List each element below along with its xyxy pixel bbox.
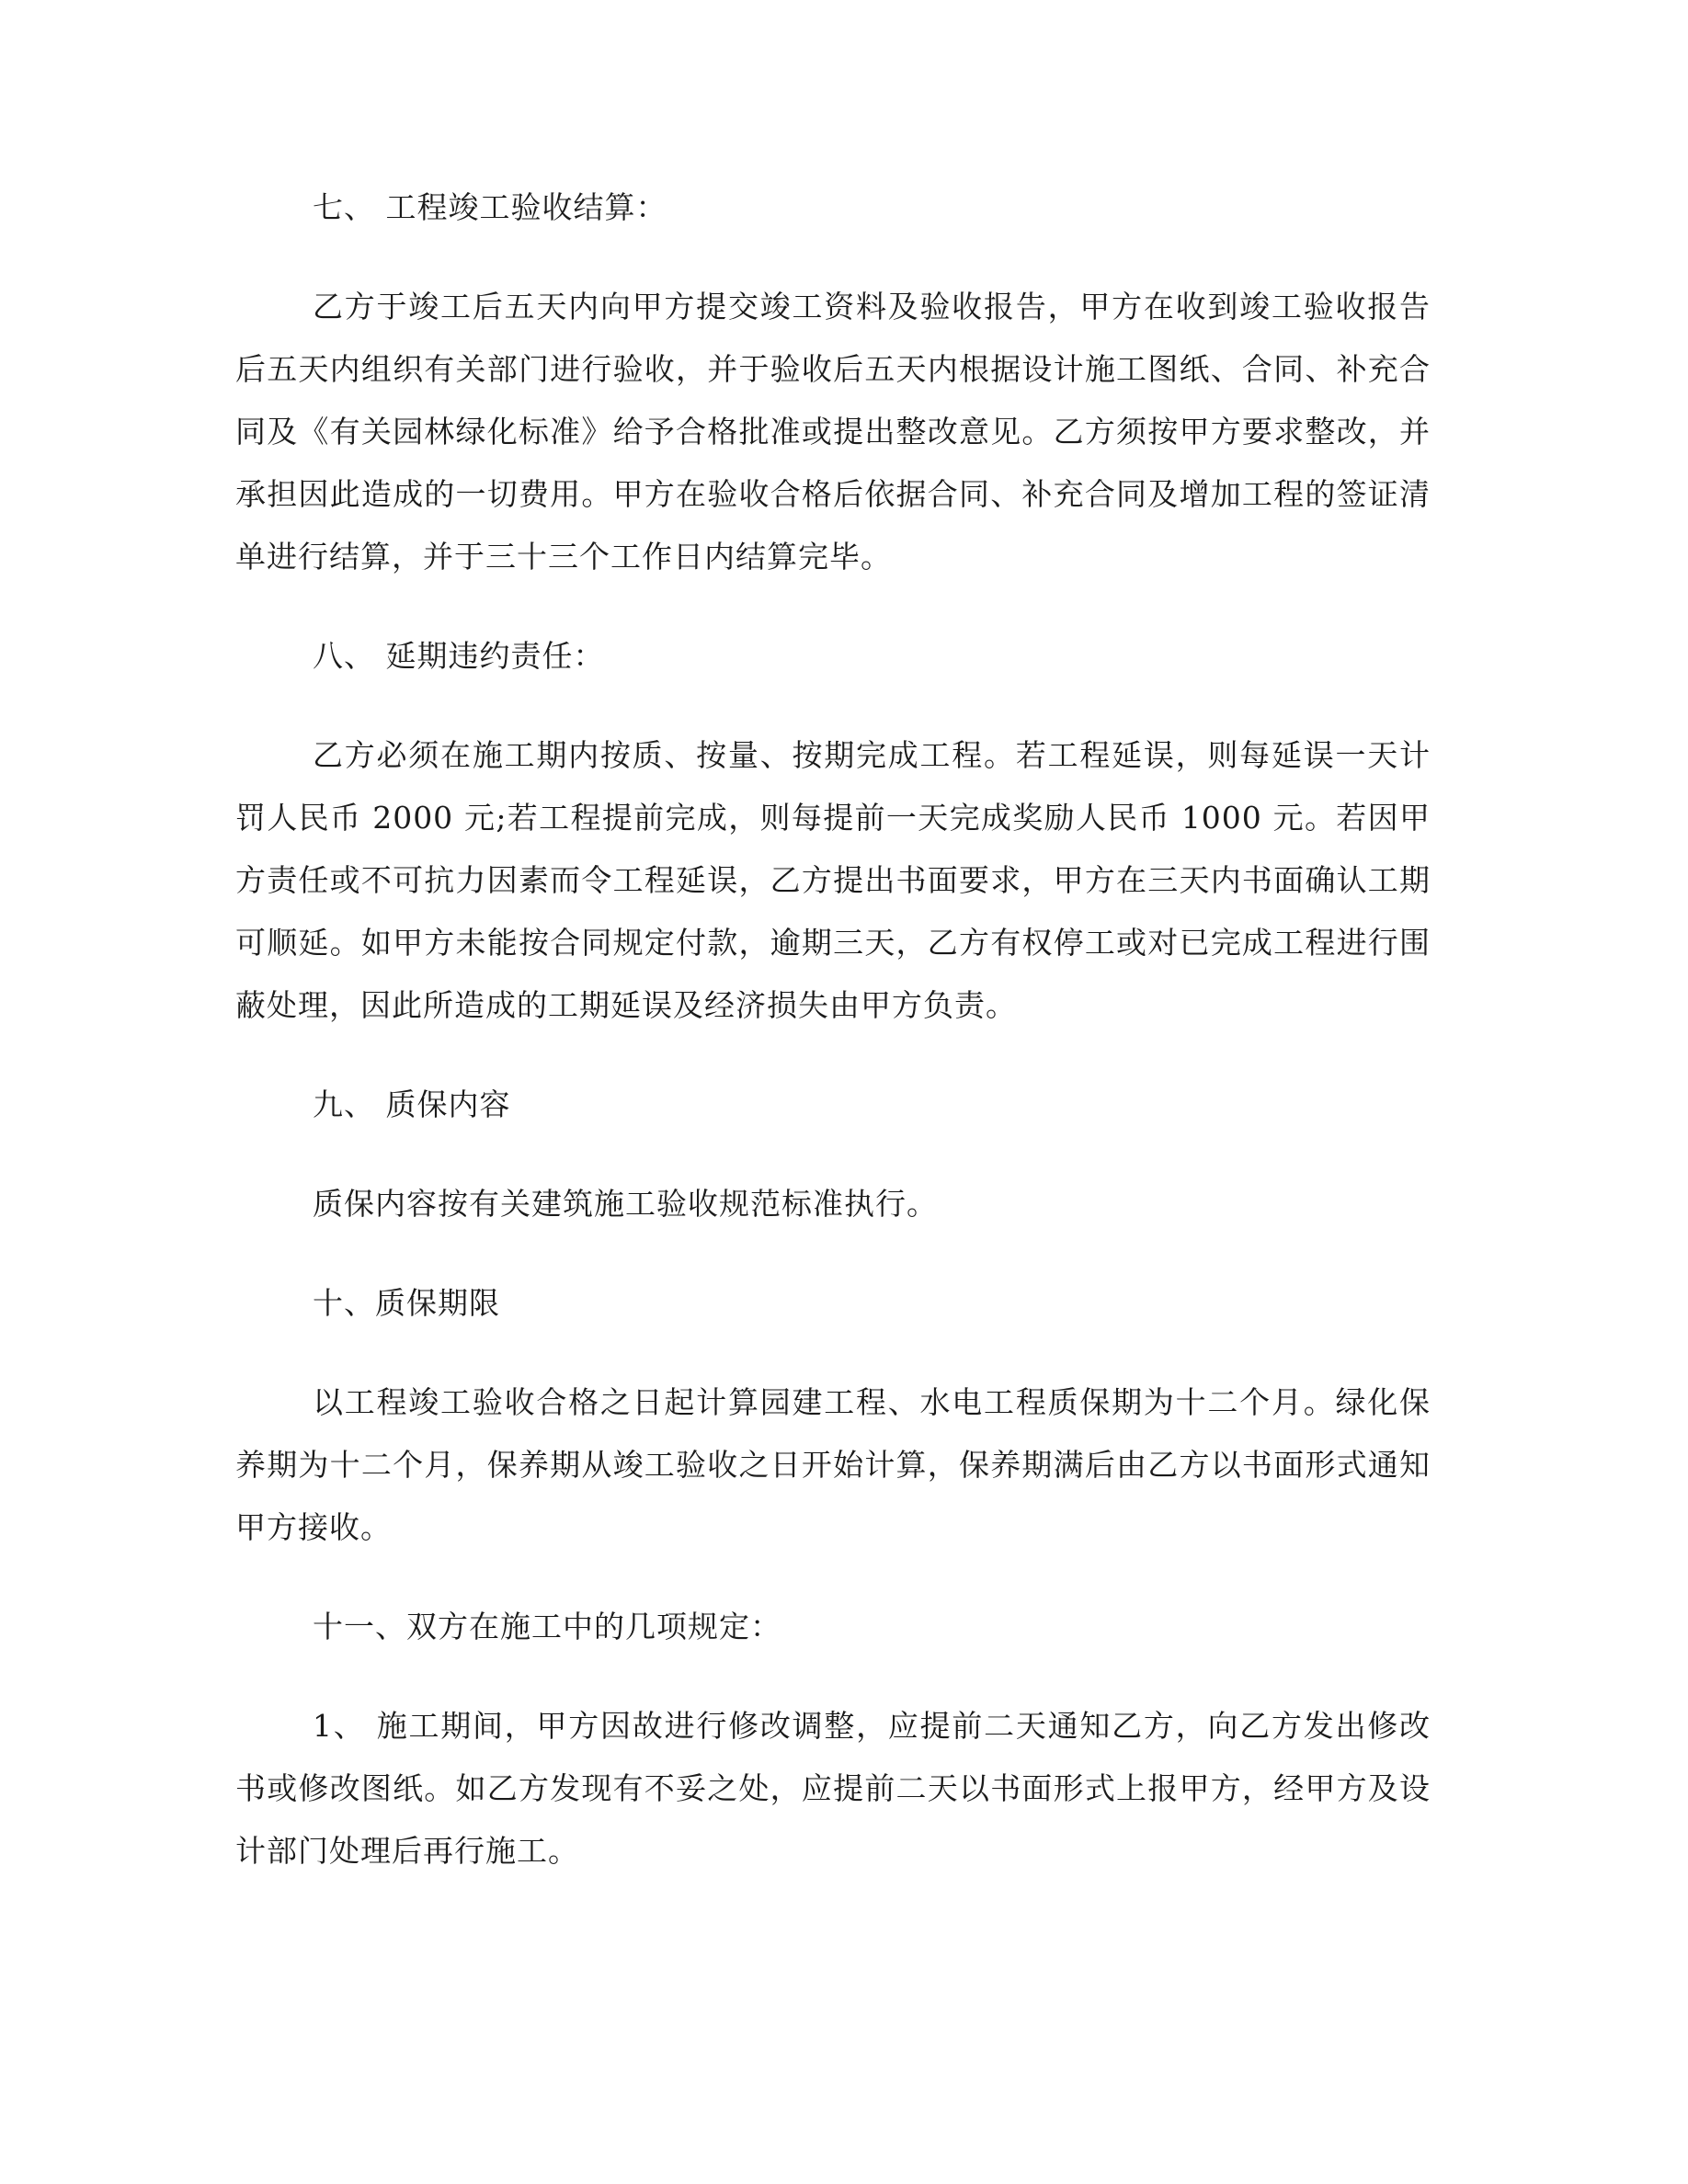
section-heading-9: 九、 质保内容: [313, 1086, 511, 1122]
paragraph-delay-liability: 乙方必须在施工期内按质、按量、按期完成工程。若工程延误，则每延误一天计罚人民币 2000 元;若工程提前完成，则每提前一天完成奖励人民币 1000 元。若因甲方责任或不可抗力因素而令工程延误，乙方提出书面要求，甲方在三天内书面确认工期可顺延。如甲方未能按合同规定付款，逾期三天，乙方有权停工或对已完成工程进行围蔽处理，因此所造成的工期延误及经济损失由甲方负责。: [235, 737, 1431, 1023]
paragraph-warranty-content: 质保内容按有关建筑施工验收规范标准执行。: [313, 1186, 938, 1222]
section-heading-7: 七、 工程竣工验收结算：: [313, 189, 667, 225]
paragraph-construction-rules-1: 1、 施工期间，甲方因故进行修改调整，应提前二天通知乙方，向乙方发出修改书或修改图纸。如乙方发现有不妥之处，应提前二天以书面形式上报甲方，经甲方及设计部门处理后再行施工。: [235, 1708, 1431, 1869]
section-heading-11: 十一、双方在施工中的几项规定：: [313, 1609, 781, 1644]
document-body: [235, 176, 1431, 1883]
paragraph-warranty-period: 以工程竣工验收合格之日起计算园建工程、水电工程质保期为十二个月。绿化保养期为十二个月，保养期从竣工验收之日开始计算，保养期满后由乙方以书面形式通知 甲方接收。: [235, 1384, 1431, 1545]
section-heading-10: 十、质保期限: [313, 1285, 500, 1321]
section-heading-8: 八、 延期违约责任：: [313, 638, 605, 674]
paragraph-acceptance-settlement: 乙方于竣工后五天内向甲方提交竣工资料及验收报告，甲方在收到竣工验收报告后五天内组织有关部门进行验收，并于验收后五天内根据设计施工图纸、合同、补充合同及《有关园林绿化标准》给予合格批准或提出整改意见。乙方须按甲方要求整改，并承担因此造成的一切费用。甲方在验收合格后依据合同、补充合同及增加工程的签证清单进行结算，并于三十三个工作日内结算完毕。: [235, 289, 1431, 574]
